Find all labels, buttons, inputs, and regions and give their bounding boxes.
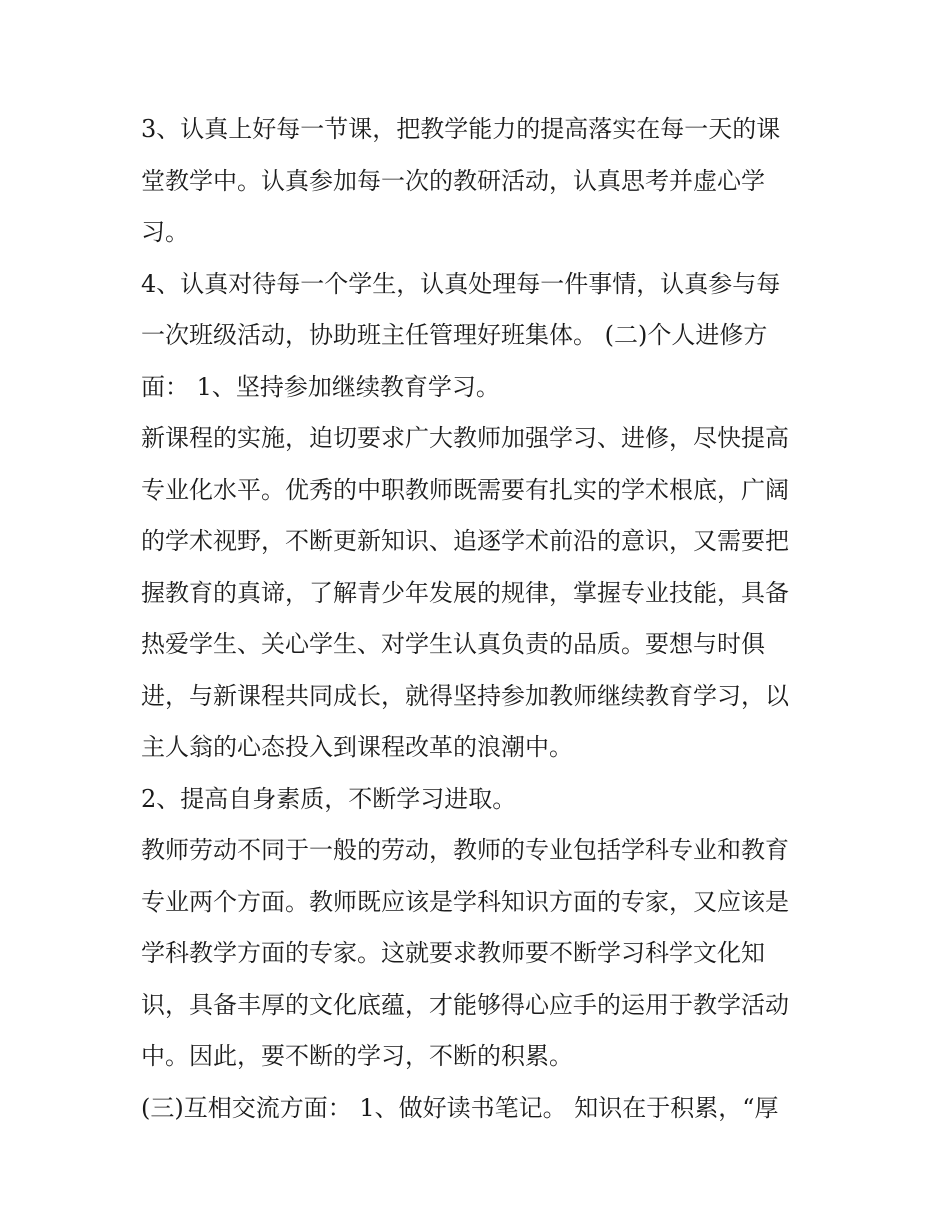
text-line: 中。因此，要不断的学习，不断的积累。	[141, 1042, 573, 1070]
text-line: 专业化水平。优秀的中职教师既需要有扎实的学术根底，广阔	[141, 475, 789, 504]
document-body	[141, 104, 831, 1134]
paragraph-heading-2	[141, 774, 831, 826]
text-line: 主人翁的心态投入到课程改革的浪潮中。	[141, 733, 573, 761]
text-line: 专业两个方面。教师既应该是学科知识方面的专家，又应该是	[141, 887, 789, 916]
text-line: (三)互相交流方面： 1、做好读书笔记。 知识在于积累，“厚	[141, 1093, 779, 1122]
paragraph-teacher-labor	[141, 825, 831, 1083]
text-line: 学科教学方面的专家。这就要求教师要不断学习科学文化知	[141, 939, 765, 967]
text-line: 进，与新课程共同成长，就得坚持参加教师继续教育学习，以	[141, 681, 789, 710]
paragraph-new-curriculum	[141, 413, 831, 774]
text-line: 习。	[141, 218, 189, 246]
text-line: 握教育的真谛，了解青少年发展的规律，掌握专业技能，具备	[141, 578, 789, 607]
paragraph-item-3	[141, 104, 831, 259]
paragraph-item-4	[141, 259, 831, 414]
paragraph-section-3	[141, 1083, 831, 1135]
text-line: 识，具备丰厚的文化底蕴，才能够得心应手的运用于教学活动	[141, 990, 789, 1019]
text-line: 教师劳动不同于一般的劳动，教师的专业包括学科专业和教育	[141, 836, 789, 864]
text-line: 的学术视野，不断更新知识、追逐学术前沿的意识，又需要把	[141, 527, 789, 555]
text-line: 4、认真对待每一个学生，认真处理每一件事情，认真参与每	[141, 269, 781, 298]
text-line: 一次班级活动，协助班主任管理好班集体。 (二)个人进修方	[141, 321, 768, 349]
text-line: 堂教学中。认真参加每一次的教研活动，认真思考并虚心学	[141, 166, 765, 195]
text-line: 3、认真上好每一节课，把教学能力的提高落实在每一天的课	[141, 115, 781, 143]
text-line: 新课程的实施，迫切要求广大教师加强学习、进修，尽快提高	[141, 424, 789, 452]
text-line: 2、提高自身素质，不断学习进取。	[141, 784, 517, 813]
text-line: 热爱学生、关心学生、对学生认真负责的品质。要想与时俱	[141, 630, 765, 658]
text-line: 面： 1、坚持参加继续教育学习。	[141, 372, 500, 401]
